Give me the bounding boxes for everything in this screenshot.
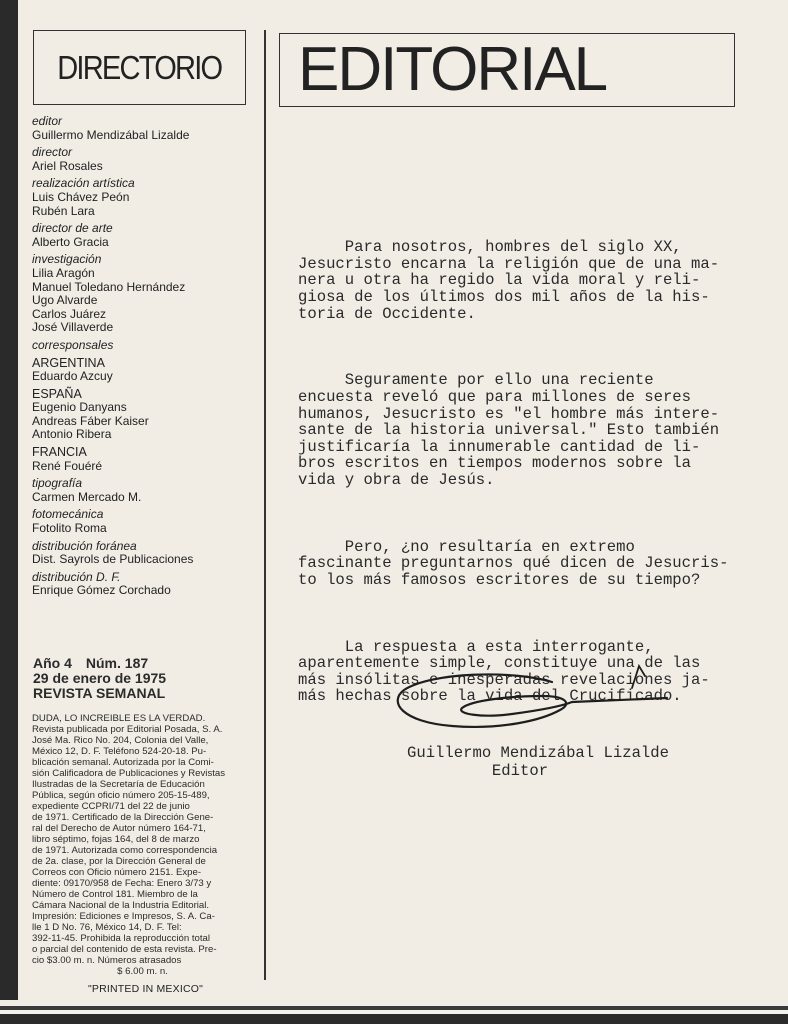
legal-line: lle 1 D No. 76, México 14, D. F. Tel:: [32, 922, 182, 933]
staff-role: fotomecánica: [32, 507, 104, 522]
legal-line: Ilustradas de la Secretaría de Educación: [32, 779, 205, 790]
staff-name: Guillermo Mendizábal Lizalde: [32, 127, 190, 142]
staff-name: René Fouéré: [32, 458, 103, 473]
staff-name: Carmen Mercado M.: [32, 489, 142, 504]
staff-name: Andreas Fáber Kaiser: [32, 413, 149, 428]
editorial-paragraph: Pero, ¿no resultaría en extremo fascinante preguntarnos qué dicen de Jesucris- to los más famosos escritores de su tiempo?: [298, 537, 729, 589]
staff-role: investigación: [32, 252, 102, 267]
legal-line: Revista publicada por Editorial Posada, S. A.: [32, 724, 223, 735]
staff-name: Carlos Juárez: [32, 306, 107, 321]
legal-line: o parcial del contenido de esta revista. Pre-: [32, 944, 217, 955]
staff-name: Rubén Lara: [32, 203, 95, 218]
legal-line: libro séptimo, fojas 164, del 8 de marzo: [32, 834, 200, 845]
handwritten-signature: [392, 660, 682, 740]
legal-line: Número de Control 181. Miembro de la: [32, 889, 198, 900]
legal-line: blicación semanal. Autorizada por la Comi-: [32, 757, 214, 768]
editorial-paragraph: Seguramente por ello una reciente encuesta reveló que para millones de seres humanos, Jesucristo es "el hombre más intere- sante de la historia universal." Esto también justificaría la innumerable cantidad de li- bros escritos en tiempos modernos sobre la vida y obra de Jesús.: [298, 371, 720, 489]
staff-name: Lilia Aragón: [32, 265, 95, 280]
signature-title: Editor: [491, 762, 549, 780]
legal-notice: [32, 713, 253, 977]
staff-name: Eugenio Danyans: [32, 400, 127, 415]
staff-name: Manuel Toledano Hernández: [32, 279, 186, 294]
legal-line: Pública, según oficio número 205-15-489,: [32, 790, 210, 801]
legal-line: México 12, D. F. Teléfono 524-20-18. Pu-: [32, 746, 207, 757]
legal-line: DUDA, LO INCREIBLE ES LA VERDAD.: [32, 713, 206, 724]
staff-role: corresponsales: [32, 337, 114, 352]
staff-role: director de arte: [32, 221, 113, 236]
legal-line: sión Calificadora de Publicaciones y Revistas: [32, 768, 226, 779]
staff-country: ESPAÑA: [32, 386, 82, 401]
legal-line: José Ma. Rico No. 204, Colonia del Valle,: [32, 735, 209, 746]
legal-line: diente: 09170/958 de Fecha: Enero 3/73 y: [32, 878, 212, 889]
editorial-header-box: [279, 33, 735, 107]
issue-year: Año 4: [33, 655, 72, 671]
legal-line: cio $3.00 m. n. Números atrasados: [32, 955, 182, 966]
staff-role: tipografía: [32, 476, 83, 491]
issue-type: REVISTA SEMANAL: [33, 685, 166, 701]
issue-info: [33, 656, 258, 701]
staff-country: FRANCIA: [32, 445, 87, 460]
issue-number: Núm. 187: [85, 655, 149, 671]
legal-line: de 2a. clase, por la Dirección General de: [32, 856, 206, 867]
legal-line: Cámara Nacional de la Industria Editorial.: [32, 900, 210, 911]
editorial-paragraph: Para nosotros, hombres del siglo XX, Jesucristo encarna la religión que de una ma- nera u otra ha regido la vida moral y reli- giosa de los últimos dos mil años de la his- toria de Occidente.: [298, 238, 720, 323]
staff-name: Enrique Gómez Corchado: [32, 583, 171, 598]
staff-role: editor: [32, 114, 63, 128]
staff-role: distribución D. F.: [32, 569, 121, 584]
legal-text: [32, 713, 253, 966]
staff-role: director: [32, 145, 73, 160]
staff-name: Antonio Ribera: [32, 427, 112, 442]
issue-date: 29 de enero de 1975: [33, 670, 167, 686]
staff-name: Ugo Alvarde: [32, 293, 98, 308]
staff-name: Alberto Gracia: [32, 234, 109, 249]
directory-title: DIRECTORIO: [57, 48, 222, 86]
staff-role: distribución foránea: [32, 538, 137, 553]
staff-name: Dist. Sayrols de Publicaciones: [32, 552, 194, 567]
printed-in-mexico: "PRINTED IN MEXICO": [87, 983, 204, 995]
staff-list: [32, 115, 260, 598]
staff-country: ARGENTINA: [32, 355, 105, 370]
legal-price: $ 6.00 m. n.: [117, 966, 168, 977]
column-divider: [264, 30, 266, 980]
staff-name: Ariel Rosales: [32, 158, 103, 173]
staff-role: realización artística: [32, 176, 135, 191]
legal-line: Impresión: Ediciones e Impresos, S. A. Ca-: [32, 911, 215, 922]
legal-line: de 1971. Certificado de la Dirección Gene-: [32, 812, 214, 823]
legal-line: de 1971. Autorizada como correspondencia: [32, 845, 218, 856]
staff-name: Eduardo Azcuy: [32, 369, 113, 384]
scan-edge: [0, 1000, 788, 1024]
staff-name: Fotolito Roma: [32, 521, 107, 536]
signature-name: Guillermo Mendizábal Lizalde: [406, 744, 670, 762]
legal-line: Correos con Oficio número 2151. Expe-: [32, 867, 202, 878]
directory-header-box: [33, 30, 246, 105]
staff-name: Luis Chávez Peón: [32, 189, 130, 204]
editorial-body: [298, 206, 758, 739]
legal-line: 392-11-45. Prohibida la reproducción total: [32, 933, 210, 944]
legal-line: expediente CCPRI/71 del 22 de junio: [32, 801, 190, 812]
editorial-paragraph: La respuesta a esta interrogante, aparentemente simple, constituye una de las más insólitas e inesperadas revelaciones ja- más hechas sobre la vida del Crucificado.: [298, 637, 710, 706]
editorial-title: EDITORIAL: [298, 35, 607, 104]
legal-line: ral del Derecho de Autor número 164-71,: [32, 823, 206, 834]
staff-name: José Villaverde: [32, 320, 114, 335]
